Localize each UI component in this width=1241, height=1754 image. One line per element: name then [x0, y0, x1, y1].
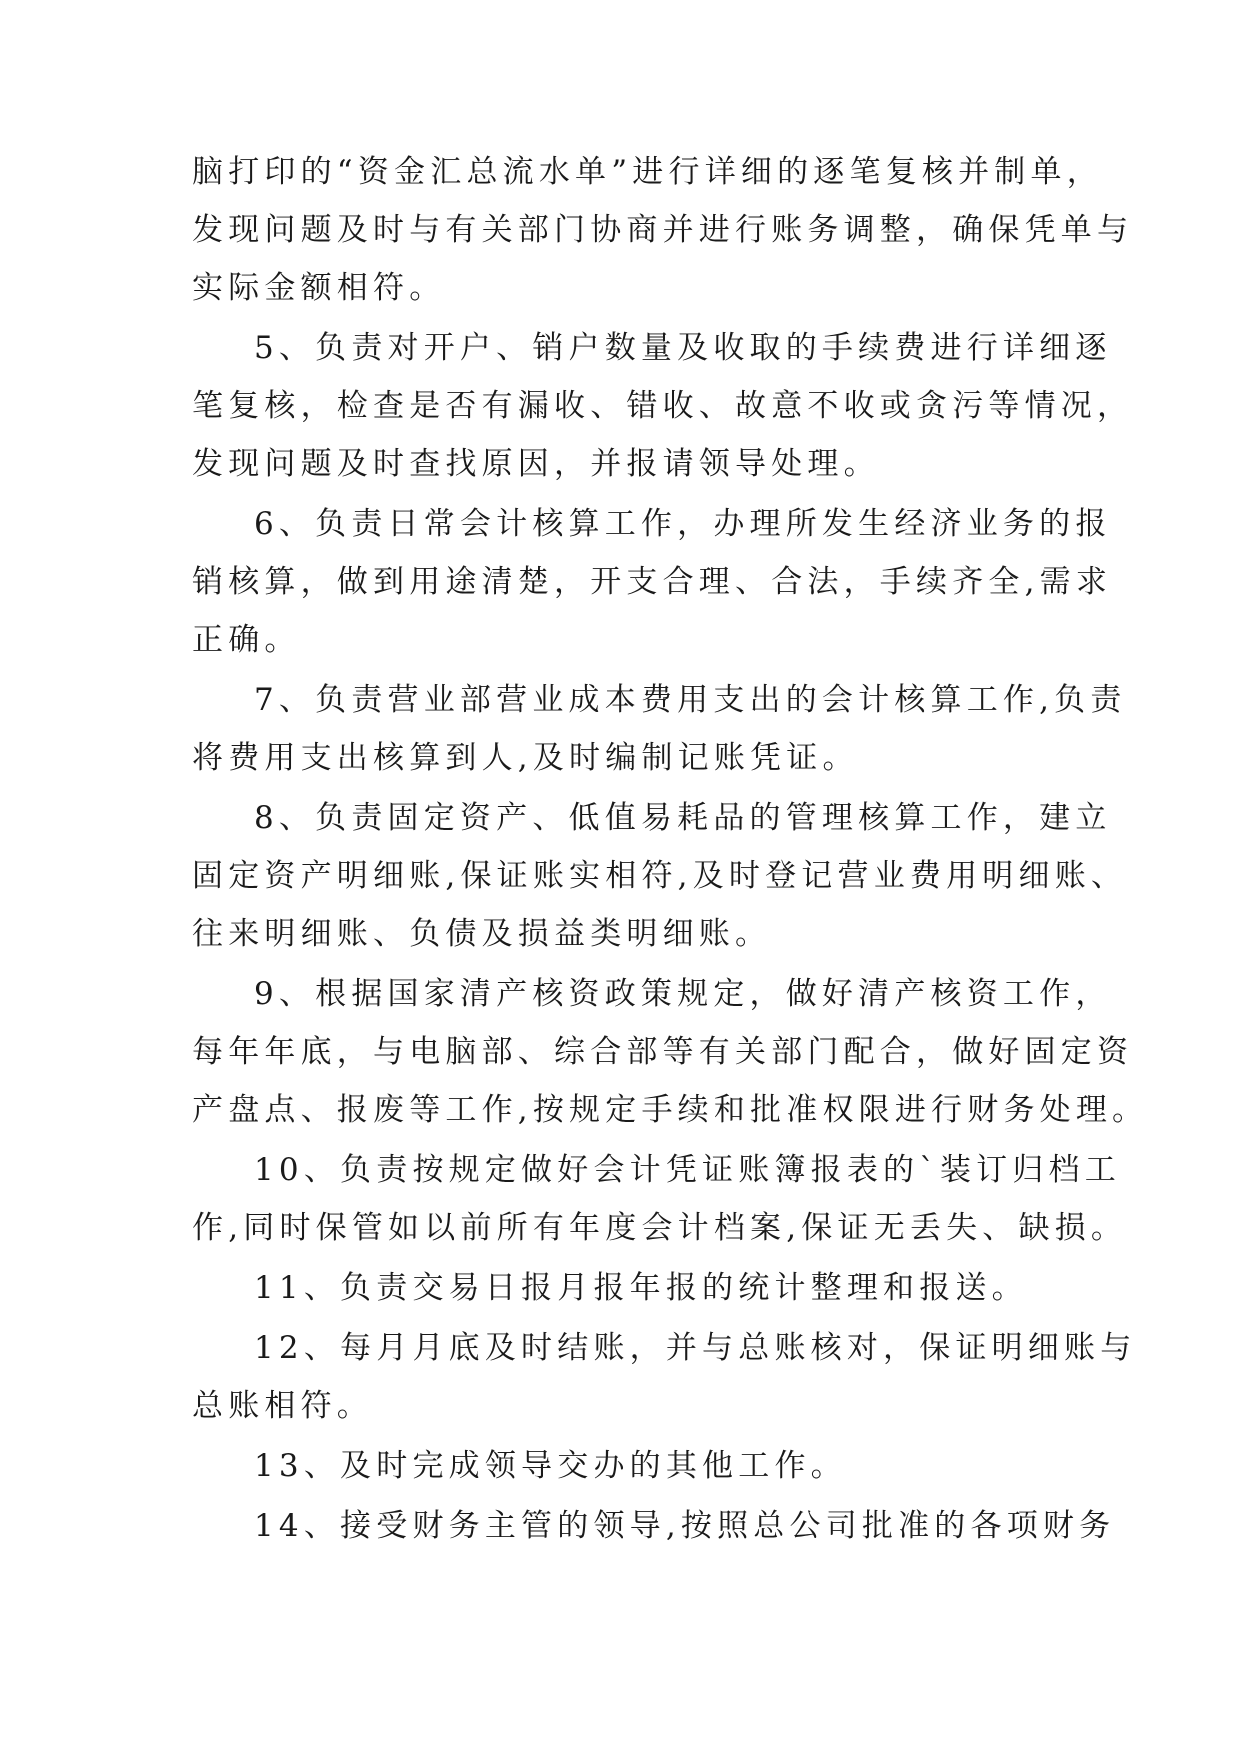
text-line: 脑打印的“资金汇总流水单”进行详细的逐笔复核并制单， — [192, 154, 1103, 190]
paragraph-item-7: 7、负责营业部营业成本费用支出的会计核算工作,负责 — [254, 682, 1127, 718]
text-line: 产盘点、报废等工作,按规定手续和批准权限进行财务处理。 — [192, 1092, 1149, 1128]
paragraph-item-12: 12、每月月底及时结账，并与总账核对，保证明细账与 — [254, 1330, 1137, 1366]
text-line: 发现问题及时查找原因，并报请领导处理。 — [192, 446, 880, 482]
text-line: 笔复核，检查是否有漏收、错收、故意不收或贪污等情况， — [192, 388, 1134, 424]
paragraph-item-11: 11、负责交易日报月报年报的统计整理和报送。 — [254, 1270, 1028, 1306]
paragraph-item-8: 8、负责固定资产、低值易耗品的管理核算工作，建立 — [254, 800, 1112, 836]
paragraph-item-14: 14、接受财务主管的领导,按照总公司批准的各项财务 — [254, 1508, 1116, 1544]
text-line: 固定资产明细账,保证账实相符,及时登记营业费用明细账、 — [192, 858, 1128, 894]
paragraph-item-6: 6、负责日常会计核算工作，办理所发生经济业务的报 — [254, 506, 1112, 542]
text-line: 销核算，做到用途清楚，开支合理、合法，手续齐全,需求 — [192, 564, 1113, 600]
text-line: 总账相符。 — [192, 1388, 373, 1424]
paragraph-item-13: 13、及时完成领导交办的其他工作。 — [254, 1448, 847, 1484]
text-line: 发现问题及时与有关部门协商并进行账务调整，确保凭单与 — [192, 212, 1134, 248]
text-line: 作,同时保管如以前所有年度会计档案,保证无丢失、缺损。 — [192, 1210, 1128, 1246]
paragraph-item-5: 5、负责对开户、销户数量及收取的手续费进行详细逐 — [254, 330, 1112, 366]
text-line: 正确。 — [192, 622, 301, 658]
paragraph-item-10: 10、负责按规定做好会计凭证账簿报表的`装订归档工 — [254, 1152, 1121, 1188]
text-line: 实际金额相符。 — [192, 270, 446, 306]
text-line: 每年年底，与电脑部、综合部等有关部门配合，做好固定资 — [192, 1034, 1134, 1070]
text-line: 将费用支出核算到人,及时编制记账凭证。 — [192, 740, 859, 776]
paragraph-item-9: 9、根据国家清产核资政策规定，做好清产核资工作， — [254, 976, 1112, 1012]
text-line: 往来明细账、负债及损益类明细账。 — [192, 916, 772, 952]
